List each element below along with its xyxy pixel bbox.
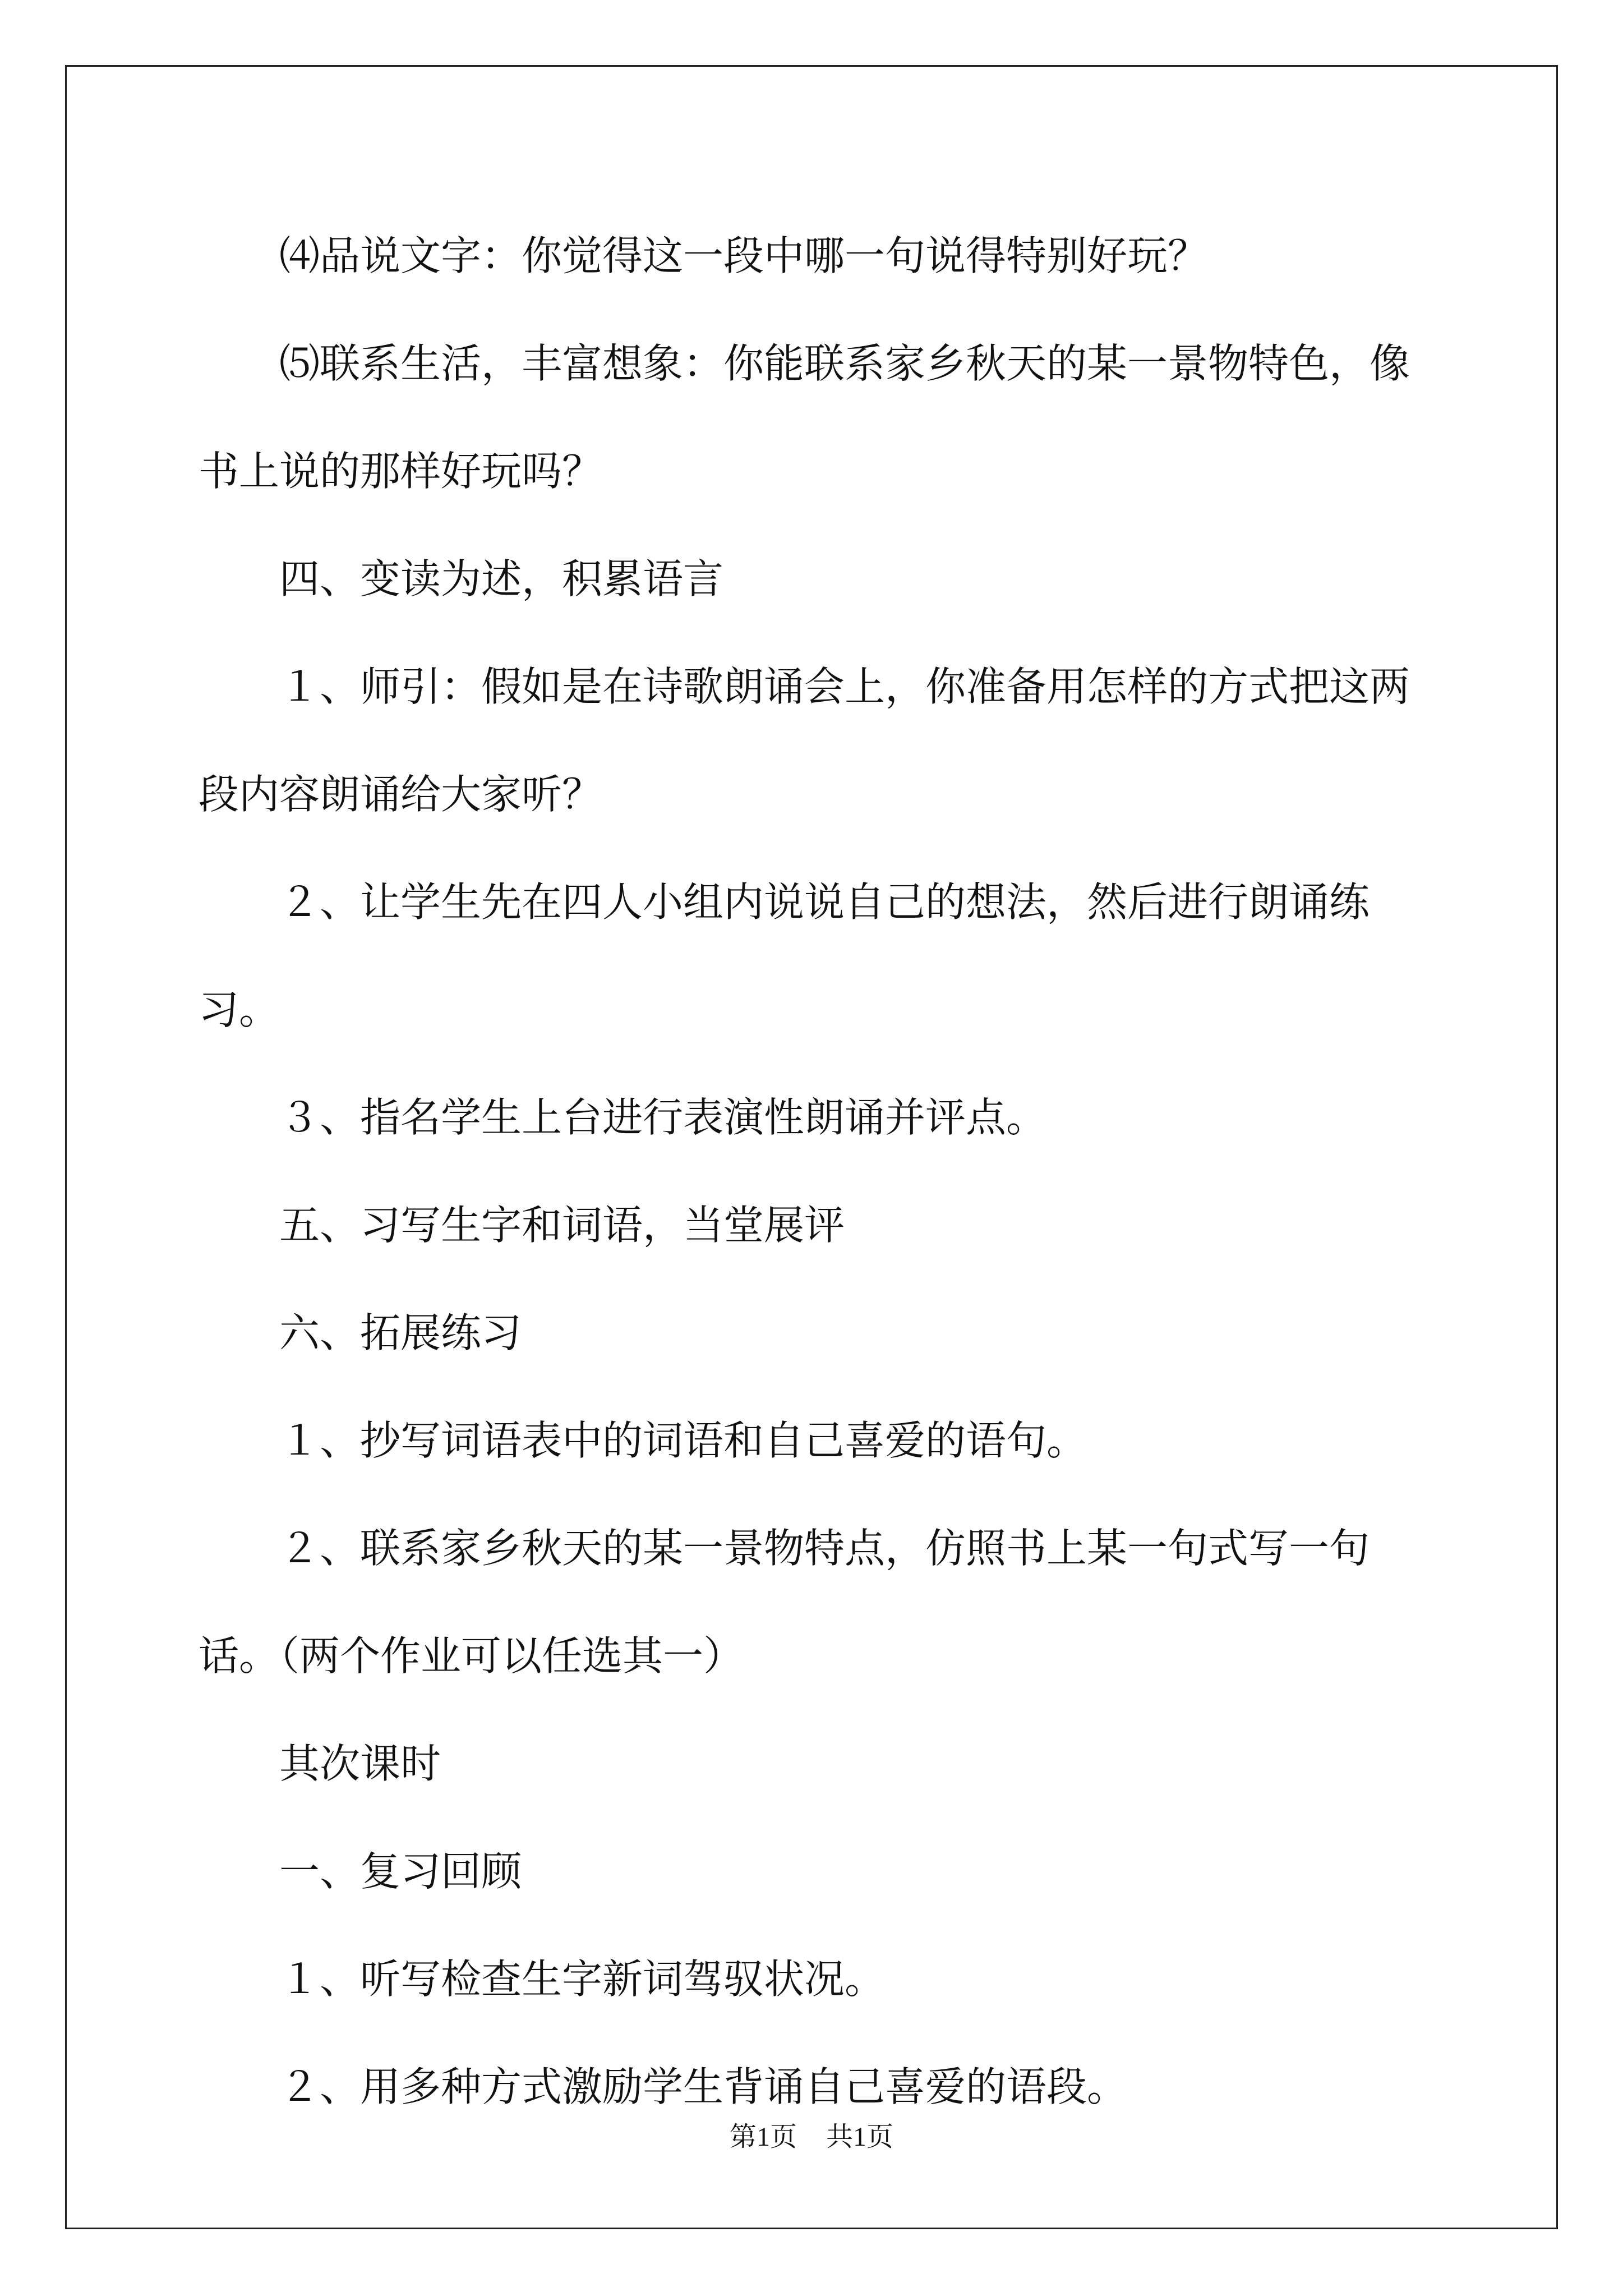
section-heading: 六、拓展练习	[279, 1309, 522, 1356]
section-heading: 其次课时	[279, 1740, 441, 1787]
page-number: 第1页	[729, 2122, 797, 2152]
paragraph: ⑷品说文字：你觉得这一段中哪一句说得特别好玩？	[279, 232, 1209, 279]
paragraph: １、师引：假如是在诗歌朗诵会上，你准备用怎样的方式把这两段内容朗诵给大家听？	[199, 663, 1410, 818]
paragraph: ２、让学生先在四人小组内说说自己的想法，然后进行朗诵练习。	[199, 878, 1370, 1033]
section-heading: 一、复习回顾	[279, 1848, 522, 1895]
paragraph: １、抄写词语表中的词语和自己喜爱的语句。	[279, 1417, 1087, 1464]
paragraph: ３、指名学生上台进行表演性朗诵并评点。	[279, 1094, 1047, 1141]
paragraph: １、听写检查生字新词驾驭状况。	[279, 1955, 886, 2003]
paragraph: ⑸联系生活，丰富想象：你能联系家乡秋天的某一景物特色，像书上说的那样好玩吗？	[199, 340, 1410, 495]
paragraph: ２、用多种方式激励学生背诵自己喜爱的语段。	[279, 2063, 1128, 2110]
page-footer	[0, 2115, 1623, 2154]
page-total: 共1页	[826, 2122, 894, 2152]
section-heading: 五、习写生字和词语，当堂展评	[279, 1202, 845, 1249]
section-heading: 四、变读为述，积累语言	[279, 555, 724, 602]
document-body	[199, 202, 1432, 2141]
paragraph: ２、联系家乡秋天的某一景物特点，仿照书上某一句式写一句话。（两个作业可以任选其一）	[199, 1525, 1370, 1680]
